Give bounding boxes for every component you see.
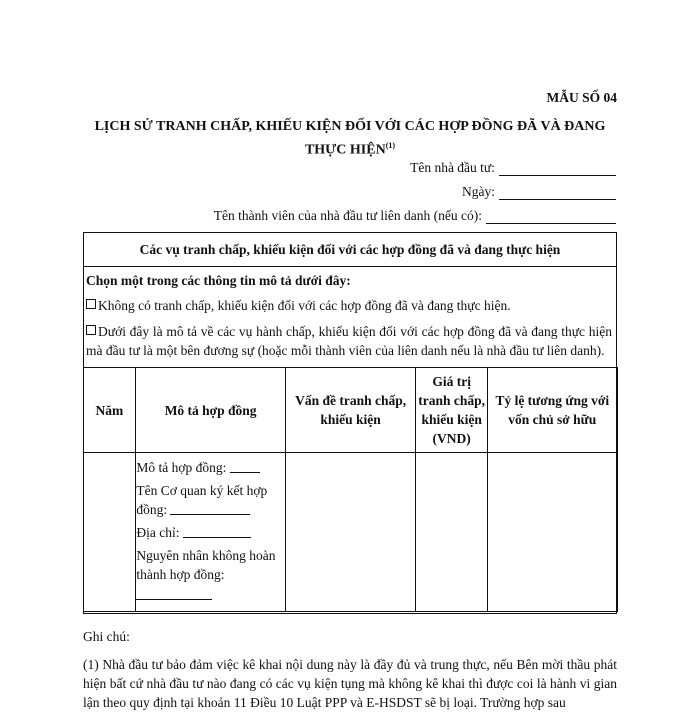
disputes-table xyxy=(83,367,618,612)
date-blank[interactable] xyxy=(499,185,616,200)
option-disputes-listed[interactable] xyxy=(86,322,612,360)
form-code: MẪU SỐ 04 xyxy=(546,90,617,105)
option-no-disputes[interactable] xyxy=(86,296,612,315)
date-label: Ngày: xyxy=(462,184,495,199)
title-footnote-mark: (1) xyxy=(385,141,396,150)
address-line xyxy=(136,522,285,544)
header-dispute: Vấn đề tranh chấp, khiếu kiện xyxy=(285,368,415,453)
notes-heading: Ghi chú: xyxy=(83,629,130,644)
contract-desc-label: Mô tả hợp đồng: xyxy=(136,460,227,475)
choose-instruction: Chọn một trong các thông tin mô tả dưới đây: xyxy=(86,273,351,288)
reason-line xyxy=(136,546,285,584)
agency-line xyxy=(136,481,285,519)
option-no-disputes-label: Không có tranh chấp, khiếu kiện đối với các hợp đồng đã và đang thực hiện. xyxy=(98,298,511,313)
disputes-box xyxy=(83,232,617,614)
notes-section xyxy=(83,627,617,712)
investor-name-blank[interactable] xyxy=(499,161,616,176)
header-year: Năm xyxy=(83,368,136,453)
header-ratio: Tỷ lệ tương ứng với vốn chủ sở hữu xyxy=(488,368,617,453)
form-title-text: LỊCH SỬ TRANH CHẤP, KHIẾU KIỆN ĐỐI VỚI CÁC HỢP ĐỒNG ĐÃ VÀ ĐANG THỰC HIỆN xyxy=(94,119,606,158)
cell-dispute[interactable] xyxy=(285,453,415,612)
cell-year[interactable] xyxy=(83,453,136,612)
cell-contract[interactable] xyxy=(136,453,286,612)
reason-blank-line xyxy=(136,584,285,606)
checkbox-disputes-listed[interactable] xyxy=(86,325,96,335)
address-label: Địa chỉ: xyxy=(136,525,180,540)
note-1: (1) Nhà đầu tư bảo đảm việc kê khai nội dung này là đầy đủ và trung thực, nếu Bên mời thầu phát hiện bất cứ nhà đầu tư nào đang có các vụ kiện tụng mà không kê khai thì được coi là hành vi gian lận theo quy định tại khoản 11 Điều 10 Luật PPP và E-HSDST sẽ bị loại. Trường hợp sau xyxy=(83,657,617,710)
investor-name-label: Tên nhà đầu tư: xyxy=(410,160,495,175)
contract-desc-line xyxy=(136,457,285,479)
checkbox-no-disputes[interactable] xyxy=(86,299,96,309)
cell-ratio[interactable] xyxy=(488,453,617,612)
address-blank[interactable] xyxy=(183,523,251,538)
disputes-box-header: Các vụ tranh chấp, khiếu kiện đối với các hợp đồng đã và đang thực hiện xyxy=(84,233,616,267)
reason-blank[interactable] xyxy=(136,585,212,600)
investor-name-field[interactable] xyxy=(410,160,616,176)
member-name-field[interactable] xyxy=(214,208,616,224)
member-name-label: Tên thành viên của nhà đầu tư liên danh (nếu có): xyxy=(213,208,482,223)
header-value: Giá trị tranh chấp, khiếu kiện (VND) xyxy=(416,368,488,453)
form-title xyxy=(90,117,610,160)
contract-desc-blank[interactable] xyxy=(230,458,260,473)
option-disputes-listed-label: Dưới đây là mô tả về các vụ hành chấp, khiếu kiện đối với các hợp đồng đã và đang thực hiện mà đầu tư là một bên đương sự (hoặc mỗi thành viên của liên danh nếu là nhà đầu tư liên danh). xyxy=(86,324,612,358)
reason-label: Nguyên nhân không hoàn thành hợp đồng: xyxy=(136,548,276,582)
table-row xyxy=(83,453,617,612)
cell-value[interactable] xyxy=(416,453,488,612)
header-contract: Mô tả hợp đồng xyxy=(136,368,286,453)
contract-description-block xyxy=(136,453,285,606)
member-name-blank[interactable] xyxy=(486,209,616,224)
agency-label: Tên Cơ quan ký kết hợp đồng: xyxy=(136,483,268,517)
date-field[interactable] xyxy=(462,184,616,200)
agency-blank[interactable] xyxy=(170,500,250,515)
table-header-row xyxy=(83,368,617,453)
